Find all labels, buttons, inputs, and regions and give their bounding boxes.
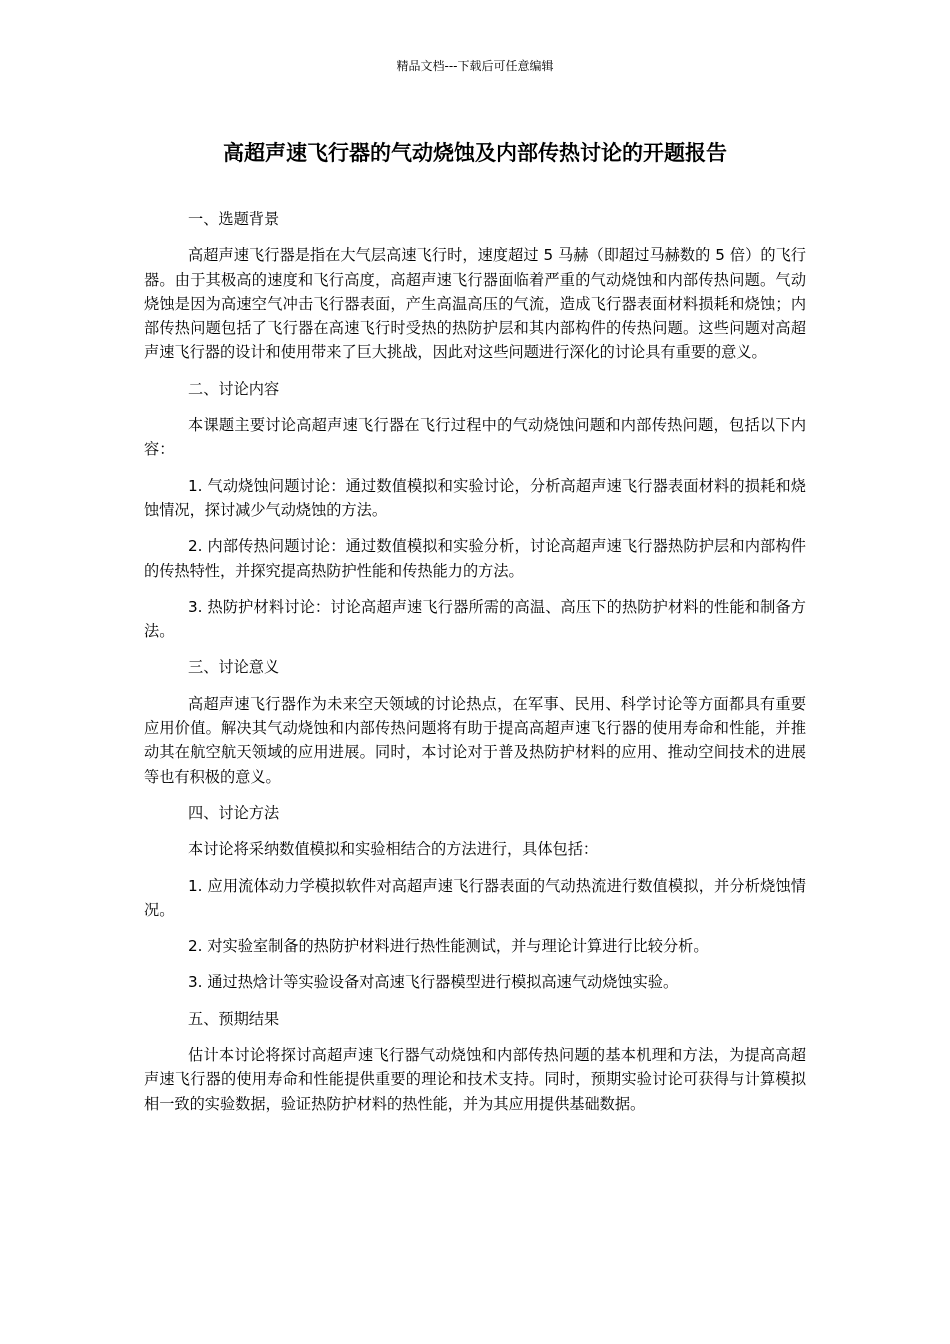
section-heading-significance: 三、讨论意义 <box>188 658 280 677</box>
list-item: 1. 应用流体动力学模拟软件对高超声速飞行器表面的气动热流进行数值模拟，并分析烧蚀情况。 <box>144 876 806 919</box>
section-heading-expected-results: 五、预期结果 <box>188 1009 280 1028</box>
list-item: 1. 气动烧蚀问题讨论：通过数值模拟和实验讨论，分析高超声速飞行器表面材料的损耗和烧蚀情况，探讨减少气动烧蚀的方法。 <box>144 476 806 519</box>
header-note: 精品文档---下载后可任意编辑 <box>396 59 554 73</box>
paragraph: 估计本讨论将探讨高超声速飞行器气动烧蚀和内部传热问题的基本机理和方法，为提高高超声速飞行器的使用寿命和性能提供重要的理论和技术支持。同时，预期实验讨论可获得与计算模拟相一致的实验数据，验证热防护材料的热性能，并为其应用提供基础数据。 <box>144 1046 806 1113</box>
document-body <box>144 207 806 1128</box>
list-item: 3. 通过热焓计等实验设备对高速飞行器模型进行模拟高速气动烧蚀实验。 <box>188 973 679 992</box>
paragraph: 本课题主要讨论高超声速飞行器在飞行过程中的气动烧蚀问题和内部传热问题，包括以下内容： <box>144 416 806 459</box>
list-item: 2. 内部传热问题讨论：通过数值模拟和实验分析，讨论高超声速飞行器热防护层和内部构件的传热特性，并探究提高热防护性能和传热能力的方法。 <box>144 537 806 580</box>
paragraph: 高超声速飞行器是指在大气层高速飞行时，速度超过 5 马赫（即超过马赫数的 5 倍）的飞行器。由于其极高的速度和飞行高度，高超声速飞行器面临着严重的气动烧蚀和内部传热问题。气动烧蚀是因为高速空气冲击飞行器表面，产生高温高压的气流，造成飞行器表面材料损耗和烧蚀；内部传热问题包括了飞行器在高速飞行时受热的热防护层和其内部构件的传热问题。这些问题对高超声速飞行器的设计和使用带来了巨大挑战，因此对这些问题进行深化的讨论具有重要的意义。 <box>144 246 806 362</box>
section-heading-content: 二、讨论内容 <box>188 379 280 398</box>
document-title: 高超声速飞行器的气动烧蚀及内部传热讨论的开题报告 <box>223 141 727 165</box>
section-heading-methods: 四、讨论方法 <box>188 803 280 822</box>
paragraph: 本讨论将采纳数值模拟和实验相结合的方法进行，具体包括： <box>188 840 599 859</box>
paragraph: 高超声速飞行器作为未来空天领域的讨论热点，在军事、民用、科学讨论等方面都具有重要应用价值。解决其气动烧蚀和内部传热问题将有助于提高高超声速飞行器的使用寿命和性能，并推动其在航空航天领域的应用进展。同时，本讨论对于普及热防护材料的应用、推动空间技术的进展等也有积极的意义。 <box>144 694 806 786</box>
section-heading-background: 一、选题背景 <box>188 210 280 228</box>
list-item: 3. 热防护材料讨论：讨论高超声速飞行器所需的高温、高压下的热防护材料的性能和制备方法。 <box>144 597 806 641</box>
list-item: 2. 对实验室制备的热防护材料进行热性能测试，并与理论计算进行比较分析。 <box>188 937 709 956</box>
